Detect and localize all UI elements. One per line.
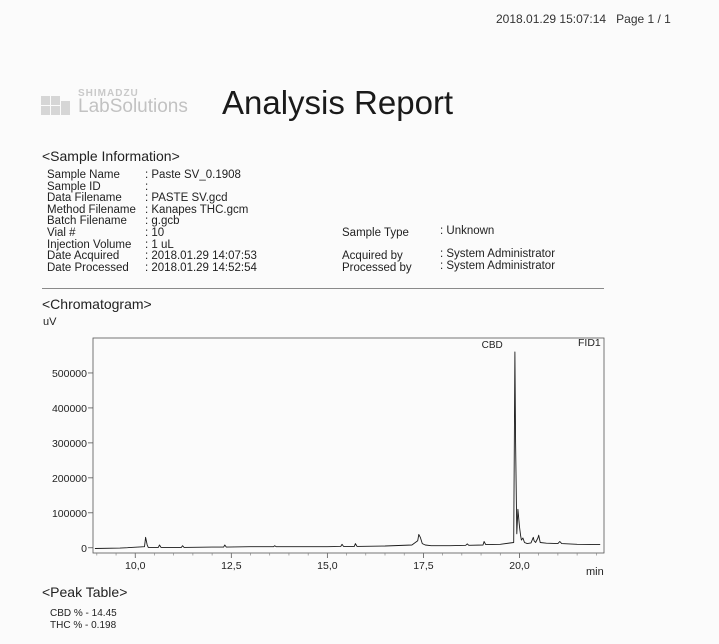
- peak-row-thc: THC % - 0.198: [50, 620, 117, 631]
- info-value: : 2018.01.29 14:07:53: [145, 250, 257, 263]
- info-value: : Kanapes THC.gcm: [145, 203, 249, 216]
- info-value: : 2018.01.29 14:52:54: [145, 261, 257, 274]
- sample-info-heading: <Sample Information>: [42, 148, 180, 164]
- peak-table-heading: <Peak Table>: [42, 584, 128, 600]
- print-timestamp: 2018.01.29 15:07:14: [496, 12, 607, 26]
- detector-label: FID1: [578, 337, 601, 349]
- info-value: : 10: [145, 226, 165, 239]
- chromatogram-heading: <Chromatogram>: [42, 296, 152, 312]
- y-tick-label: 500000: [51, 367, 87, 380]
- y-axis-label: uV: [43, 316, 57, 328]
- info-label: Injection Volume: [47, 238, 132, 251]
- info-label: Date Processed: [47, 261, 129, 274]
- x-tick-label: 15,0: [317, 560, 338, 572]
- x-tick-label: 17,5: [413, 560, 434, 572]
- processed-by-value: : System Administrator: [440, 260, 556, 272]
- x-tick-label: 20,0: [509, 560, 530, 572]
- plot-frame: [93, 338, 604, 553]
- x-tick-label: 12,5: [221, 560, 242, 572]
- y-tick-label: 100000: [51, 507, 87, 520]
- info-label: Date Acquired: [47, 250, 120, 263]
- peak-annotation: CBD: [481, 339, 503, 351]
- info-label: Vial #: [47, 226, 76, 239]
- info-value: : Paste SV_0.1908: [145, 169, 241, 181]
- acquired-by-label: Acquired by: [342, 250, 403, 262]
- info-label: Method Filename: [47, 203, 136, 216]
- y-tick-label: 400000: [51, 402, 87, 415]
- x-axis-label: min: [586, 566, 604, 578]
- info-value: :: [145, 180, 149, 193]
- y-tick-label: 300000: [51, 437, 87, 450]
- info-label: Data Filename: [47, 192, 122, 205]
- x-tick-label: 10,0: [125, 560, 146, 572]
- info-value: : g.gcb: [145, 215, 180, 228]
- peak-row-cbd: CBD % - 14.45: [50, 608, 117, 619]
- info-label: Batch Filename: [47, 215, 127, 228]
- logo-product: LabSolutions: [78, 96, 188, 117]
- info-value: : 1 uL: [145, 238, 174, 251]
- acquired-by-value: : System Administrator: [440, 248, 556, 260]
- report-title: Analysis Report: [222, 84, 454, 121]
- y-tick-label: 200000: [51, 472, 87, 485]
- chromatogram-trace: [95, 352, 600, 549]
- info-label: Sample ID: [47, 180, 101, 193]
- info-value: : PASTE SV.gcd: [145, 192, 228, 205]
- logo-brand: SHIMADZU: [78, 88, 139, 99]
- page-number: Page 1 / 1: [616, 12, 671, 26]
- processed-by-label: Processed by: [342, 262, 412, 274]
- info-label: Sample Name: [47, 169, 120, 181]
- sample-type-label: Sample Type: [342, 227, 409, 239]
- y-tick-label: 0: [81, 542, 87, 555]
- sample-type-value: : Unknown: [440, 225, 495, 237]
